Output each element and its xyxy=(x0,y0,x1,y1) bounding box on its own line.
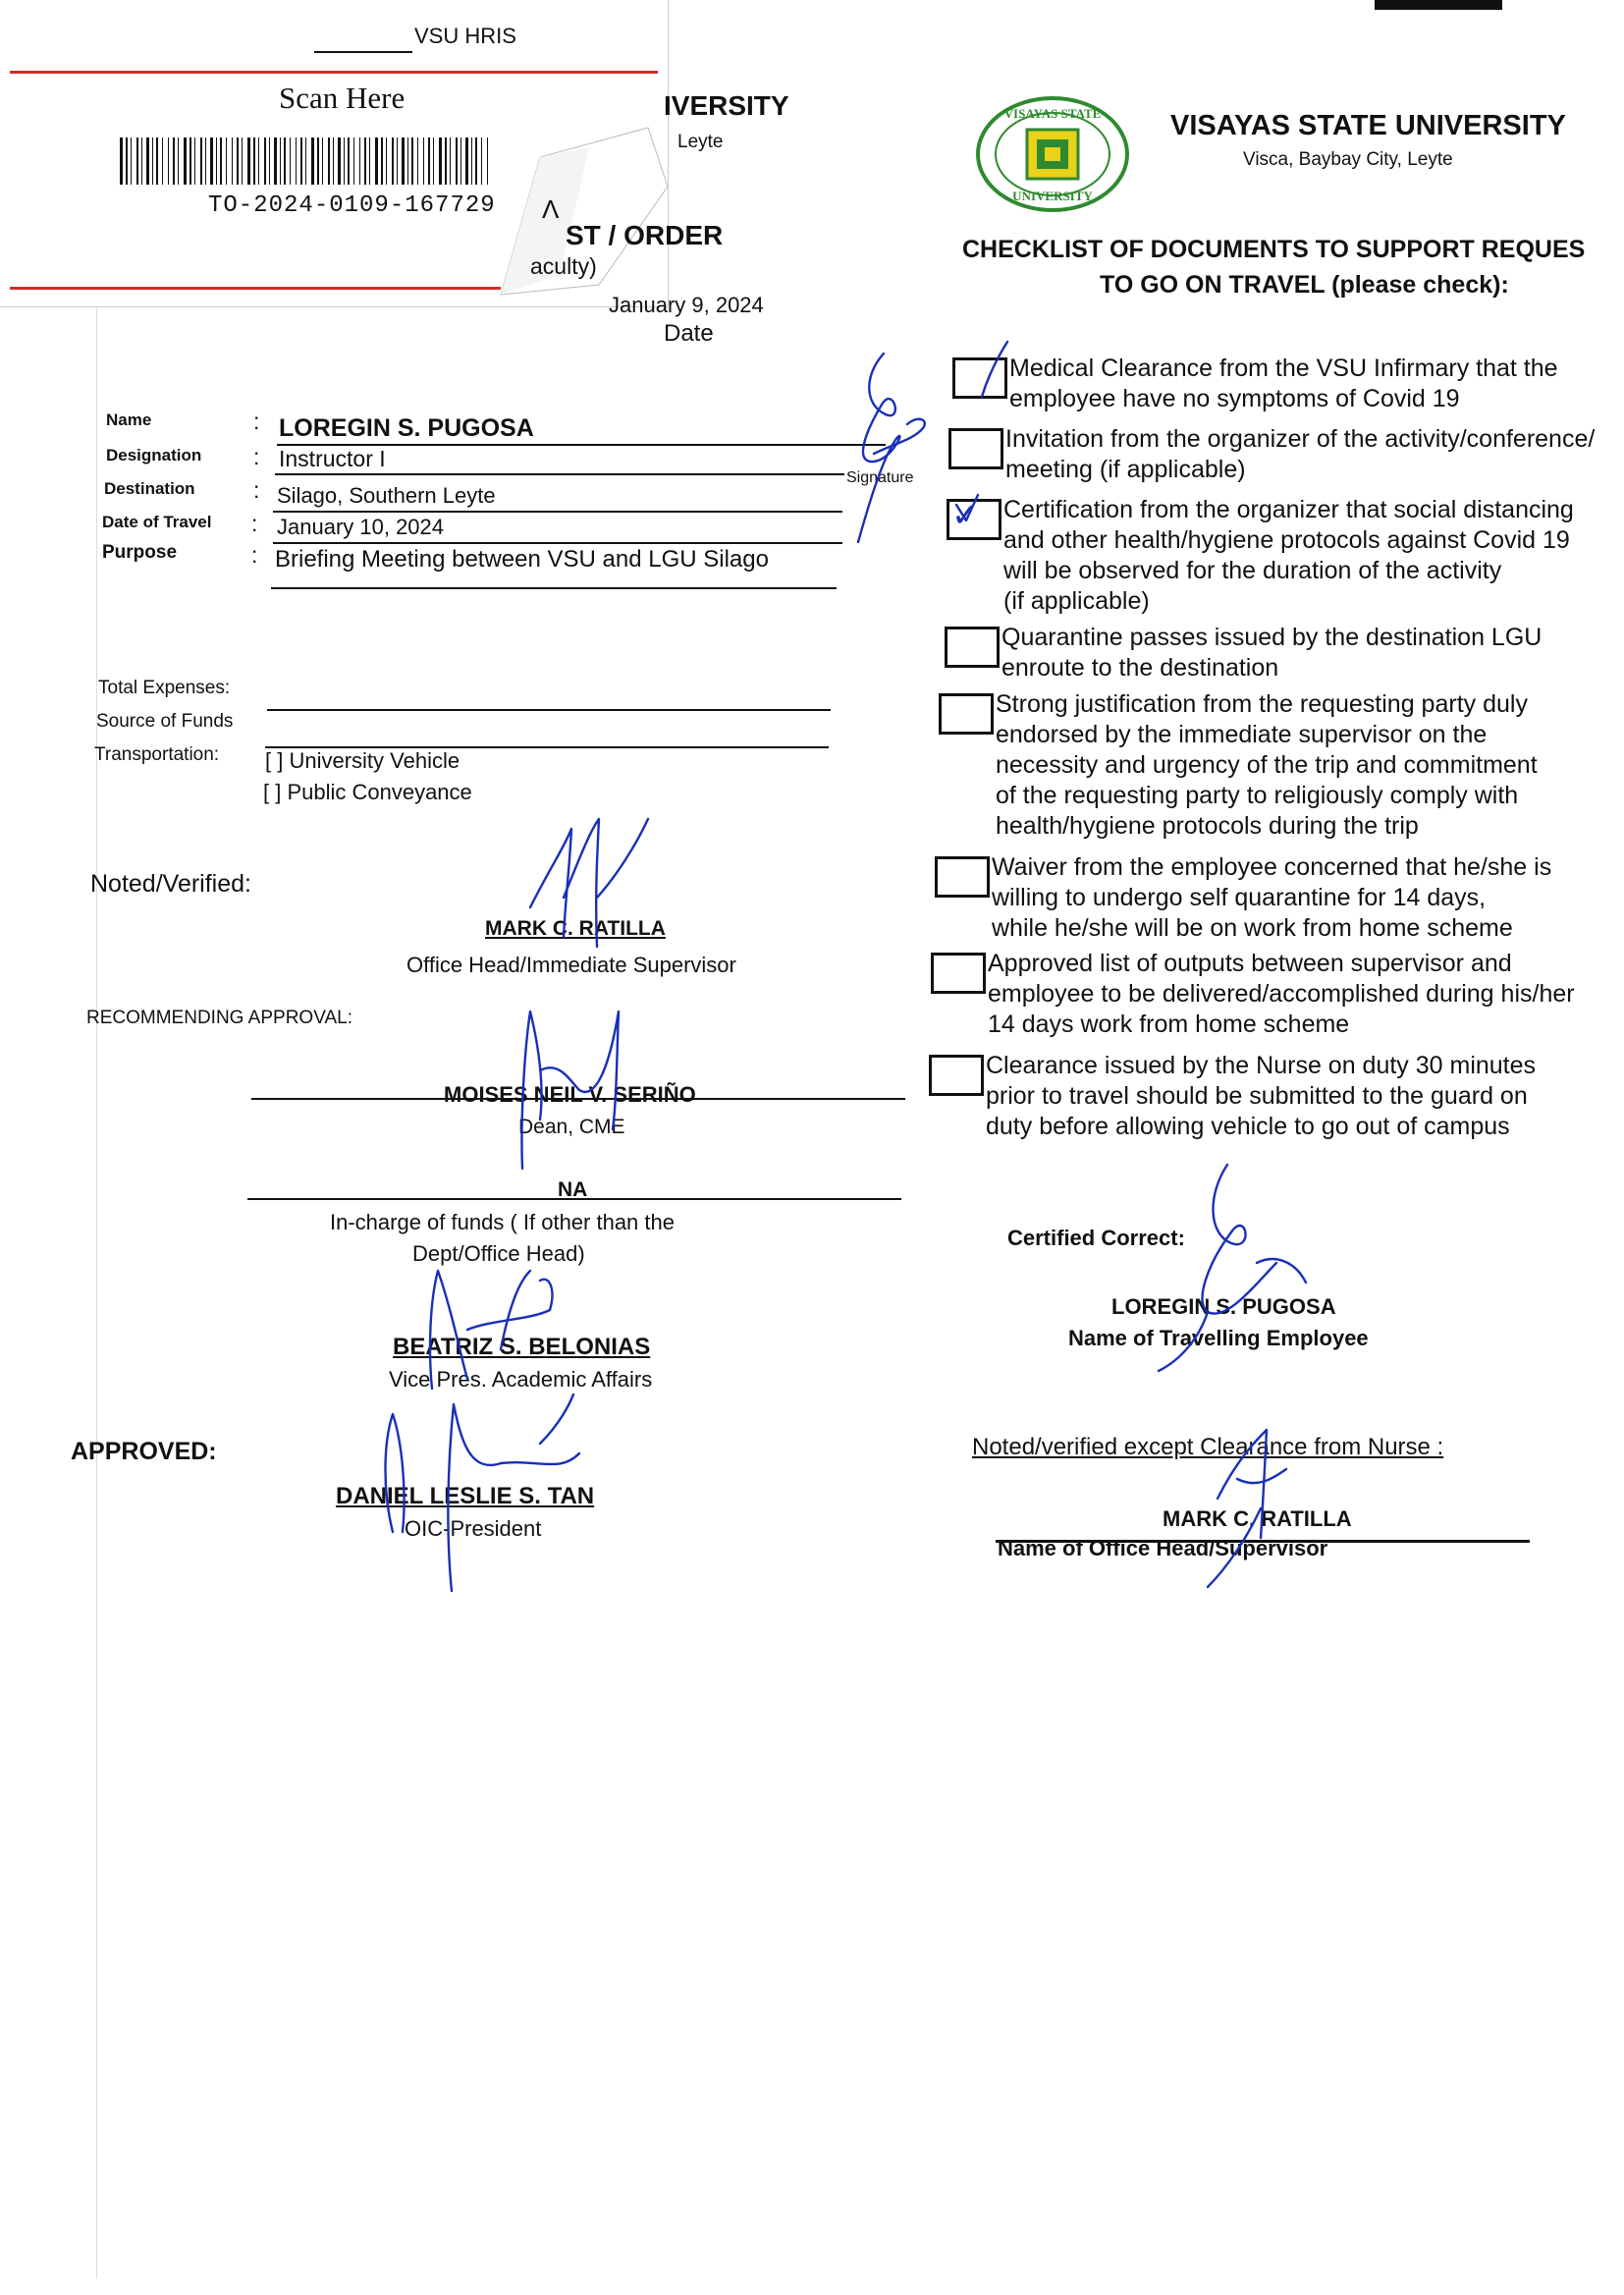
university-address: Visca, Baybay City, Leyte xyxy=(1243,149,1453,170)
barcode-bar xyxy=(386,137,387,185)
checklist-item-text: 14 days work from home scheme xyxy=(988,1011,1350,1038)
checklist-item-text: enroute to the destination xyxy=(1001,654,1279,682)
checklist-item-text: Invitation from the organizer of the activity/conference/ xyxy=(1005,425,1596,453)
name-colon: : xyxy=(253,409,260,434)
total-expenses-line xyxy=(267,709,831,711)
sticker-system: VSU HRIS xyxy=(414,24,516,48)
page-left-border xyxy=(96,196,97,2278)
designation-label: Designation xyxy=(106,446,202,464)
transport-public-conveyance: [ ] Public Conveyance xyxy=(263,780,472,804)
destination-line xyxy=(273,511,842,513)
president-name: DANIEL LESLIE S. TAN xyxy=(336,1483,595,1509)
barcode-bar xyxy=(131,137,132,185)
checklist-item-text: Certification from the organizer that social distancing xyxy=(1003,496,1574,523)
signature-label: Signature xyxy=(846,469,914,486)
barcode-bar xyxy=(417,137,418,185)
subtitle-partial: aculty) xyxy=(530,253,597,279)
vp-title: Vice Pres. Academic Affairs xyxy=(389,1367,653,1392)
barcode-bar xyxy=(450,137,451,185)
barcode-bar xyxy=(433,137,434,185)
designation-colon: : xyxy=(253,444,260,469)
travel-date-colon: : xyxy=(251,511,258,536)
barcode-bar xyxy=(162,137,163,185)
employee-name: LOREGIN S. PUGOSA xyxy=(1111,1294,1336,1319)
barcode-bar xyxy=(274,137,277,185)
barcode-bar xyxy=(173,137,175,185)
name-value: LOREGIN S. PUGOSA xyxy=(279,414,534,442)
barcode-bar xyxy=(456,137,458,185)
barcode-bar xyxy=(423,137,424,185)
checklist-item-text: Strong justification from the requesting party duly xyxy=(996,690,1528,718)
barcode-bar xyxy=(344,137,345,185)
noted-except-label: Noted/verified except Clearance from Nurse : xyxy=(972,1434,1444,1460)
request-date: January 9, 2024 xyxy=(609,293,764,317)
transportation-label: Transportation: xyxy=(94,744,220,765)
barcode-bar xyxy=(146,137,149,185)
checklist-item-text: Waiver from the employee concerned that he/she is xyxy=(992,853,1552,881)
recommending-approval-label: RECOMMENDING APPROVAL: xyxy=(86,1008,352,1028)
certified-correct-label: Certified Correct: xyxy=(1007,1226,1185,1250)
barcode-bar xyxy=(284,137,286,185)
barcode-bar xyxy=(269,137,270,185)
barcode-bar xyxy=(247,137,250,185)
barcode-bar xyxy=(402,137,405,185)
purpose-value: Briefing Meeting between VSU and LGU Silago xyxy=(275,546,769,573)
source-funds-label: Source of Funds xyxy=(96,711,234,732)
check-mark xyxy=(948,338,1027,534)
barcode-bar xyxy=(348,137,350,185)
barcode-bar xyxy=(220,137,222,185)
purpose-label: Purpose xyxy=(102,542,178,563)
barcode-bar xyxy=(226,137,227,185)
sticker-fold xyxy=(481,118,677,314)
noted-verified-label: Noted/Verified: xyxy=(90,870,251,898)
barcode-bar xyxy=(210,137,213,185)
barcode-bar xyxy=(168,137,169,185)
checklist-title-2: TO GO ON TRAVEL (please check): xyxy=(1100,271,1509,299)
barcode-bar xyxy=(407,137,408,185)
checklist-item-text: meeting (if applicable) xyxy=(1005,456,1246,483)
checklist-item-text: willing to undergo self quarantine for 14 days, xyxy=(992,884,1487,911)
barcode-bar xyxy=(141,137,142,185)
scan-here-label: Scan Here xyxy=(279,81,406,115)
barcode-bar xyxy=(317,137,319,185)
barcode-bar xyxy=(242,137,243,185)
vsu-seal xyxy=(976,96,1129,212)
barcode-bar xyxy=(264,137,266,185)
checklist-item-text: will be observed for the duration of the activity xyxy=(1003,557,1502,584)
name-label: Name xyxy=(106,410,152,429)
barcode-bar xyxy=(322,137,323,185)
checklist-item-text: Clearance issued by the Nurse on duty 30 minutes xyxy=(986,1052,1537,1079)
barcode-bar xyxy=(205,137,206,185)
barcode-bar xyxy=(253,137,255,185)
dean-name: MOISES NEIL V. SERIÑO xyxy=(444,1082,696,1107)
office-head-signature xyxy=(1178,1420,1296,1597)
barcode-bar xyxy=(475,137,477,185)
checklist-item-text: Medical Clearance from the VSU Infirmary that the xyxy=(1009,355,1558,382)
checklist-item-text: employee to be delivered/accomplished during his/her xyxy=(988,980,1575,1008)
barcode-bar xyxy=(296,137,297,185)
barcode-bar xyxy=(232,137,233,185)
barcode-bar xyxy=(305,137,306,185)
supervisor-name: MARK C. RATILLA xyxy=(485,917,666,940)
seal-top-text: VISAYAS STATE xyxy=(1003,106,1102,121)
designation-value: Instructor I xyxy=(279,446,386,471)
designation-line xyxy=(275,473,844,475)
checklist-item-text: prior to travel should be submitted to the guard on xyxy=(986,1082,1528,1110)
supervisor-signature xyxy=(520,809,668,966)
barcode-bar xyxy=(392,137,394,185)
barcode-bar xyxy=(126,137,128,185)
president-title: OIC-President xyxy=(405,1516,542,1541)
checklist-item-text: duty before allowing vehicle to go out of campus xyxy=(986,1113,1510,1140)
checklist-item-text: Quarantine passes issued by the destination LGU xyxy=(1001,624,1543,651)
fold-marks: Λ xyxy=(542,194,560,224)
barcode-bar xyxy=(439,137,442,185)
barcode-bar xyxy=(258,137,259,185)
purpose-colon: : xyxy=(251,542,258,568)
checklist-item-text: employee have no symptoms of Covid 19 xyxy=(1009,385,1460,412)
checklist-checkbox[interactable] xyxy=(929,1055,984,1096)
title-partial: ST / ORDER xyxy=(566,220,724,250)
barcode-bar xyxy=(300,137,302,185)
funds-name: NA xyxy=(558,1178,588,1201)
funds-title-1: In-charge of funds ( If other than the xyxy=(330,1210,675,1234)
university-partial: IVERSITY xyxy=(664,90,789,121)
transport-university-vehicle: [ ] University Vehicle xyxy=(265,748,460,773)
checklist-item-text: necessity and urgency of the trip and commitment xyxy=(996,751,1538,779)
vp-name: BEATRIZ S. BELONIAS xyxy=(393,1334,651,1360)
address-partial: Leyte xyxy=(677,132,724,152)
office-head-title: Name of Office Head/Supervisor xyxy=(998,1536,1328,1560)
barcode-bar xyxy=(156,137,158,185)
barcode-bar xyxy=(369,137,370,185)
barcode-bar xyxy=(200,137,202,185)
request-date-label: Date xyxy=(664,320,714,347)
barcode-bar xyxy=(189,137,191,185)
destination-colon: : xyxy=(253,477,260,503)
checklist-item-text: of the requesting party to religiously comply with xyxy=(996,782,1519,809)
barcode-bar xyxy=(397,137,398,185)
funds-title-2: Dept/Office Head) xyxy=(412,1241,585,1266)
checklist-checkbox[interactable] xyxy=(945,627,1000,668)
travel-date-line xyxy=(273,542,842,544)
employee-signature-top xyxy=(825,346,943,552)
barcode-bar xyxy=(333,137,334,185)
barcode-bar xyxy=(338,137,341,185)
barcode-bar xyxy=(178,137,179,185)
checklist-item-text: while he/she will be on work from home scheme xyxy=(992,914,1513,942)
page-edge-top xyxy=(1375,0,1502,10)
barcode-bar xyxy=(237,137,239,185)
seal-bottom-text: UNIVERSITY xyxy=(1012,189,1093,203)
destination-value: Silago, Southern Leyte xyxy=(277,483,496,508)
checklist-checkbox[interactable] xyxy=(931,953,986,994)
president-signature xyxy=(363,1385,599,1601)
barcode-bar xyxy=(375,137,378,185)
sticker-red-line-bottom xyxy=(10,287,501,290)
barcode-bar xyxy=(460,137,461,185)
barcode-bar xyxy=(311,137,314,185)
checklist-item-text: health/hygiene protocols during the trip xyxy=(996,812,1419,840)
purpose-line xyxy=(271,587,837,589)
approved-label: APPROVED: xyxy=(71,1438,217,1465)
barcode-bar xyxy=(364,137,366,185)
barcode-bar xyxy=(120,137,123,185)
barcode-bar xyxy=(194,137,195,185)
travel-date-label: Date of Travel xyxy=(102,513,212,531)
barcode-bar xyxy=(152,137,153,185)
barcode-bar xyxy=(328,137,330,185)
dean-signature xyxy=(501,972,658,1178)
tracking-code: TO-2024-0109-167729 xyxy=(208,192,496,219)
barcode-bar xyxy=(216,137,217,185)
checklist-checkbox[interactable] xyxy=(935,856,990,898)
checklist-checkbox[interactable] xyxy=(939,693,994,735)
checkbox-tick-icon: ✓ xyxy=(951,497,980,534)
barcode-bar xyxy=(359,137,360,185)
barcode-bar xyxy=(353,137,354,185)
barcode-bar xyxy=(184,137,187,185)
barcode-bar xyxy=(136,137,138,185)
office-head-name: MARK C. RATILLA xyxy=(1163,1506,1352,1531)
sticker-red-line-top xyxy=(10,71,658,74)
university-name: VISAYAS STATE UNIVERSITY xyxy=(1170,110,1566,141)
total-expenses-label: Total Expenses: xyxy=(98,678,231,698)
employee-title: Name of Travelling Employee xyxy=(1068,1326,1369,1350)
travel-date-value: January 10, 2024 xyxy=(277,515,445,539)
barcode-bar xyxy=(290,137,291,185)
employee-signature-bottom xyxy=(1139,1155,1316,1381)
dean-title: Dean, CME xyxy=(518,1116,625,1138)
checklist-item-text: endorsed by the immediate supervisor on the xyxy=(996,721,1488,748)
checklist-item-text: Approved list of outputs between supervisor and xyxy=(988,950,1512,977)
barcode-bar xyxy=(280,137,281,185)
barcode-bar xyxy=(465,137,468,185)
checklist-title-1: CHECKLIST OF DOCUMENTS TO SUPPORT REQUES xyxy=(962,236,1586,263)
barcode-bar xyxy=(428,137,430,185)
checklist-item-text: and other health/hygiene protocols against Covid 19 xyxy=(1003,526,1570,554)
vp-signature xyxy=(383,1261,599,1398)
barcode-bar xyxy=(471,137,472,185)
barcode-bar xyxy=(411,137,413,185)
barcode-bar xyxy=(445,137,447,185)
barcode-bar xyxy=(381,137,383,185)
destination-label: Destination xyxy=(104,479,195,498)
supervisor-title: Office Head/Immediate Supervisor xyxy=(406,953,736,977)
barcode xyxy=(120,137,493,185)
sticker-underline xyxy=(314,51,412,53)
checklist-item-text: (if applicable) xyxy=(1003,587,1150,615)
